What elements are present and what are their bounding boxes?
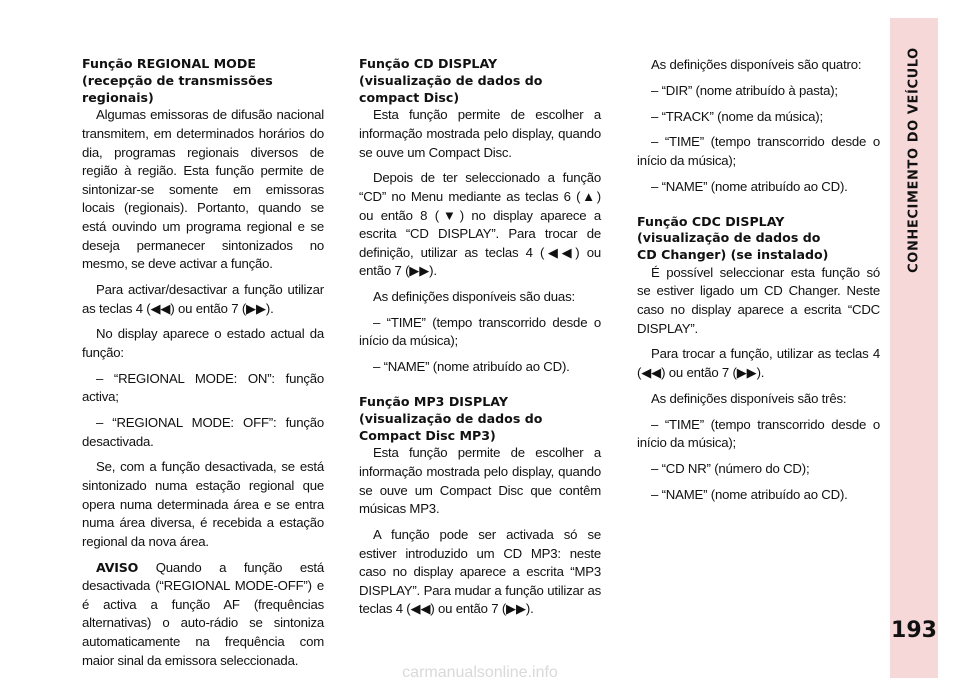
- paragraph: Para trocar a função, utilizar as teclas 4 (◀◀) ou então 7 (▶▶).: [637, 346, 880, 381]
- heading-line: regionais): [82, 89, 154, 105]
- paragraph: Para activar/desactivar a função utilizar as teclas 4 (◀◀) ou então 7 (▶▶).: [82, 281, 324, 316]
- column-left: [82, 56, 324, 677]
- heading-line: Compact Disc MP3): [359, 427, 496, 443]
- list-item: – “DIR” (nome atribuído à pasta);: [651, 82, 838, 98]
- heading-line: CD Changer) (se instalado): [637, 247, 829, 263]
- heading-line: Função MP3 DISPLAY: [359, 394, 508, 410]
- list-item: – “TIME” (tempo transcorrido desde o início da música);: [637, 416, 880, 451]
- list-item: – “NAME” (nome atribuído ao CD).: [373, 359, 570, 375]
- section-heading-cdc-display: [637, 214, 880, 264]
- paragraph: Depois de ter seleccionado a função “CD” no Menu mediante as teclas 6 (▲) ou então 8 (▼) no display aparece a escrita “CD DISPLAY”. Para trocar de definição, utilizar as teclas 4 (◀◀) ou então 7 (▶▶).: [359, 170, 601, 279]
- heading-line: Função REGIONAL MODE: [82, 56, 256, 71]
- heading-line: (visualização de dados do: [359, 410, 543, 426]
- list-item: – “REGIONAL MODE: OFF”: função desactivada.: [82, 415, 324, 449]
- list-item: – “TIME” (tempo transcorrido desde o início da música);: [359, 314, 601, 349]
- heading-line: (recepção de transmissões: [82, 72, 273, 88]
- paragraph: A função pode ser activada só se estiver introduzido um CD MP3: neste caso no display aparece a escrita “MP3 DISPLAY”. Para mudar a função utilizar as teclas 4 (◀◀) ou então 7 (▶▶).: [359, 527, 601, 617]
- page-number: 193: [891, 618, 937, 643]
- section-heading-regional-mode: [82, 56, 324, 106]
- paragraph: É possível seleccionar esta função só se estiver ligado um CD Changer. Neste caso no display aparece a escrita “CDC DISPLAY”.: [637, 264, 880, 336]
- heading-line: compact Disc): [359, 89, 460, 105]
- list-item: – “NAME” (nome atribuído ao CD).: [651, 486, 848, 502]
- column-right: [637, 56, 880, 512]
- paragraph: Se, com a função desactivada, se está sintonizado numa estação regional que opera numa determinada área e se entra numa área diversa, é recebida a estação regional da nova área.: [82, 459, 324, 549]
- heading-line: (visualização de dados do: [637, 230, 821, 246]
- list-item: – “NAME” (nome atribuído ao CD).: [651, 178, 848, 194]
- paragraph: Algumas emissoras de difusão nacional transmitem, em determinados horários do dia, programas regionais diversos de região à região. Esta função permite de sintonizar-se somente em emissoras locais (regionais). Portanto, quando se está ouvindo um programa regional e se deseja permanecer sintonizados no mesmo, se deve activar a função.: [82, 107, 324, 272]
- watermark: carmanualsonline.info: [402, 664, 558, 681]
- heading-line: Função CD DISPLAY: [359, 56, 498, 71]
- paragraph: As definições disponíveis são duas:: [373, 289, 575, 305]
- warning-label: AVISO: [96, 559, 139, 575]
- list-item: – “CD NR” (número do CD);: [651, 460, 810, 476]
- warning-text: Quando a função está desactivada (“REGIONAL MODE-OFF”) e é activa a função AF (frequências alternativas) o auto-rádio se sintoniza automaticamente na frequência com maior sinal da emissora seleccionada.: [82, 559, 324, 668]
- paragraph: As definições disponíveis são três:: [651, 390, 847, 406]
- paragraph: Esta função permite de escolher a informação mostrada pelo display, quando se ouve um Compact Disc.: [359, 107, 601, 160]
- column-middle: [359, 56, 601, 626]
- section-heading-cd-display: [359, 56, 601, 106]
- paragraph: As definições disponíveis são quatro:: [651, 57, 862, 72]
- section-heading-mp3-display: [359, 394, 601, 444]
- heading-line: Função CDC DISPLAY: [637, 213, 785, 229]
- list-item: – “REGIONAL MODE: ON”: função activa;: [82, 370, 324, 405]
- paragraph: No display aparece o estado actual da função:: [82, 326, 324, 360]
- chapter-title: [890, 30, 938, 290]
- paragraph: Esta função permite de escolher a informação mostrada pelo display, quando se ouve um Compact Disc que contêm músicas MP3.: [359, 445, 601, 517]
- list-item: – “TIME” (tempo transcorrido desde o início da música);: [637, 134, 880, 168]
- heading-line: (visualização de dados do: [359, 72, 543, 88]
- list-item: – “TRACK” (nome da música);: [651, 108, 823, 124]
- warning-note: [82, 559, 324, 671]
- chapter-title-text: CONHECIMENTO DO VEÍCULO: [906, 47, 922, 273]
